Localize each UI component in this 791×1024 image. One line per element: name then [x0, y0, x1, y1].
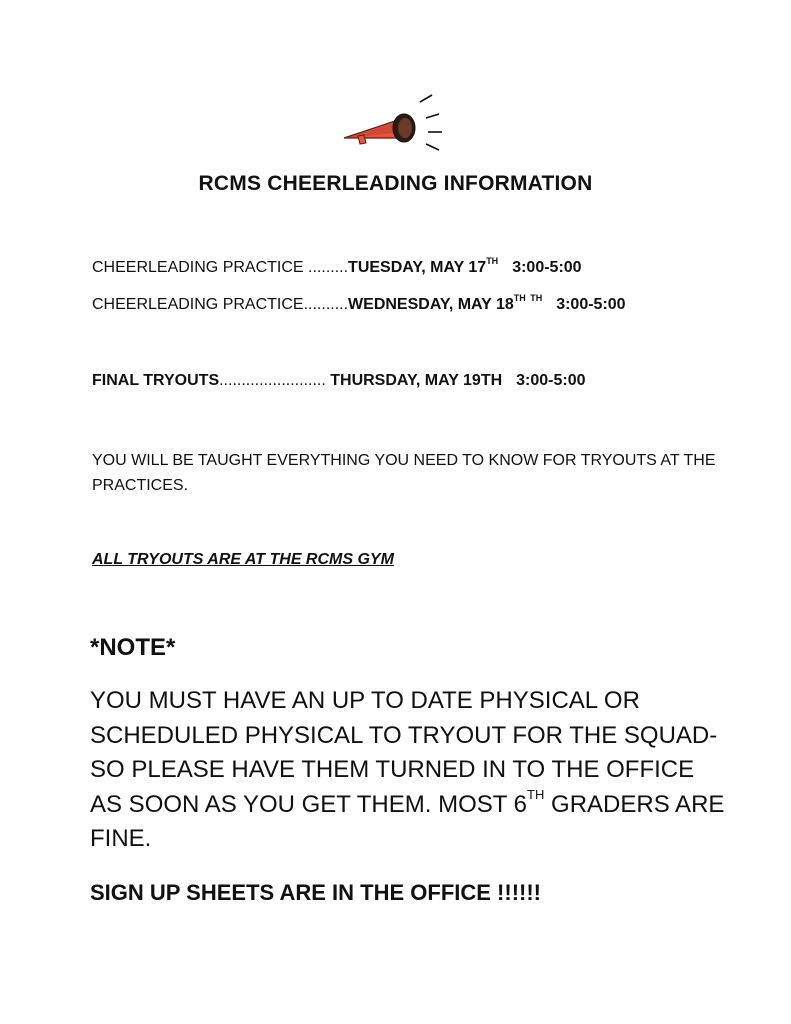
leader-dots: ..........: [303, 296, 349, 313]
tryouts-row: [92, 372, 586, 390]
schedule-label: CHEERLEADING PRACTICE: [92, 296, 304, 313]
note-text: YOU MUST HAVE AN UP TO DATE PHYSICAL OR SCHEDULED PHYSICAL TO TRYOUT FOR THE SQUAD- SO PLEASE HAVE THEM TURNED IN TO THE OFFICE AS SOON AS YOU GET THEM. MOST 6: [90, 687, 718, 818]
leader-dots: .........: [303, 259, 349, 276]
gym-location: ALL TRYOUTS ARE AT THE RCMS GYM: [92, 551, 394, 568]
ordinal-suffix: TH: [527, 786, 545, 802]
ordinal-suffix-extra: TH: [530, 292, 543, 303]
tryouts-time: 3:00-5:00: [516, 372, 586, 389]
tryouts-day: THURSDAY, MAY 19TH: [325, 372, 503, 389]
schedule-day: WEDNESDAY, MAY 18: [348, 296, 514, 313]
ordinal-suffix: TH: [486, 255, 499, 266]
note-text-end: GRADERS ARE FINE.: [90, 790, 725, 852]
ordinal-suffix: TH: [513, 292, 526, 303]
schedule-time: 3:00-5:00: [556, 296, 626, 313]
schedule-row: [92, 255, 582, 277]
taught-paragraph: YOU WILL BE TAUGHT EVERYTHING YOU NEED TO KNOW FOR TRYOUTS AT THE PRACTICES.: [92, 452, 716, 494]
page-title: RCMS CHEERLEADING INFORMATION: [198, 172, 593, 195]
schedule-time: 3:00-5:00: [512, 259, 582, 276]
note-body: [90, 684, 730, 857]
schedule-row: [92, 292, 626, 314]
megaphone-icon: [336, 82, 456, 164]
schedule-label: CHEERLEADING PRACTICE: [92, 259, 304, 276]
leader-dots: ........................: [219, 372, 326, 389]
signup-notice: SIGN UP SHEETS ARE IN THE OFFICE !!!!!!: [90, 880, 542, 905]
schedule-day: TUESDAY, MAY 17: [348, 259, 487, 276]
note-heading: *NOTE*: [90, 634, 176, 661]
tryouts-label: FINAL TRYOUTS: [92, 372, 220, 389]
